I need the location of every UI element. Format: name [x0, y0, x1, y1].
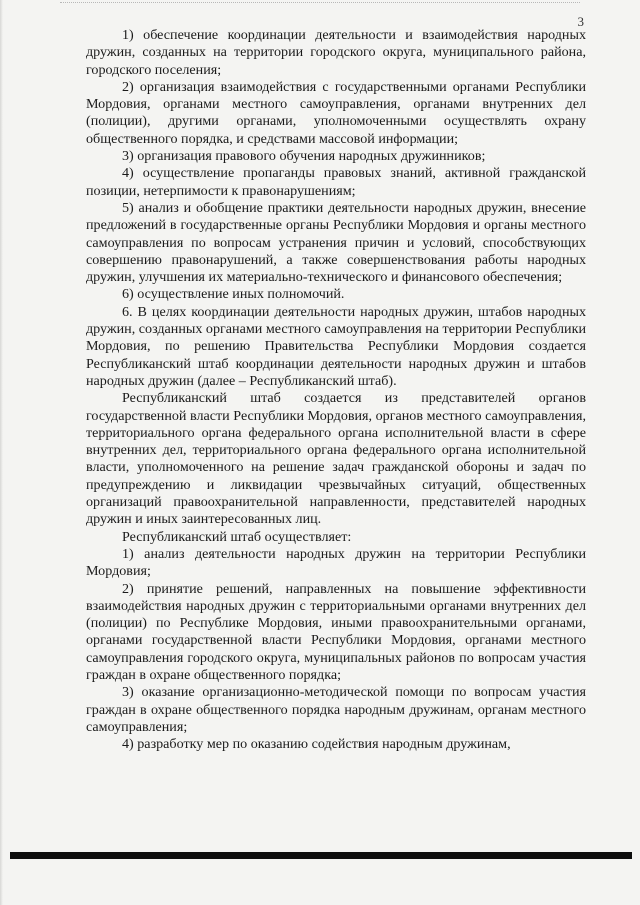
scan-left-shadow — [0, 0, 3, 905]
paragraph-item-4: 4) осуществление пропаганды правовых знаний, активной гражданской позиции, нетерпимости к правонарушениям; — [86, 165, 586, 199]
document-body — [86, 27, 586, 753]
paragraph-function-3: 3) оказание организационно-методической помощи по вопросам участия граждан в охране общественного порядка народным дружинам, органам местного самоуправления; — [86, 684, 586, 735]
paragraph-staff-functions-intro: Республиканский штаб осуществляет: — [122, 528, 352, 545]
paragraph-section-6: 6. В целях координации деятельности народных дружин, штабов народных дружин, созданных органами местного самоуправления на территории Республики Мордовия, по решению Правительства Республики Мордовия создается Республиканский штаб координации деятельности народных дружин и штабов народных дружин (далее – Республиканский штаб). — [86, 303, 586, 389]
scan-top-artifact — [60, 2, 580, 4]
paragraph-function-4: 4) разработку мер по оказанию содействия народным дружинам, — [122, 736, 511, 753]
page-number: 3 — [577, 14, 584, 29]
paragraph-item-2: 2) организация взаимодействия с государственными органами Республики Мордовия, органами местного самоуправления, органами внутренних дел (полиции), другими органами, уполномоченными осуществлять охрану общественного порядка, и средствами массовой информации; — [86, 78, 586, 147]
paragraph-staff-composition: Республиканский штаб создается из представителей органов государственной власти Республики Мордовия, органов местного самоуправления, территориального органа федерального органа исполнительной власти в сфере внутренних дел, территориального органа федерального органа исполнительной власти, уполномоченного на решение задач гражданской обороны и задач по предупреждению и ликвидации чрезвычайных ситуаций, общественных организаций правоохранительной направленности, представителей народных дружин и иных заинтересованных лиц. — [86, 390, 586, 528]
paragraph-function-2: 2) принятие решений, направленных на повышение эффективности взаимодействия народных дружин с территориальными органами внутренних дел (полиции) по Республике Мордовия, иными правоохранительными органами, органами государственной власти Республики Мордовия, органами местного самоуправления городского округа, муниципальных районов по вопросам участия граждан в охране общественного порядка; — [86, 580, 586, 683]
paragraph-item-3: 3) организация правового обучения народных дружинников; — [122, 148, 486, 165]
paragraph-item-1: 1) обеспечение координации деятельности и взаимодействия народных дружин, созданных на территории городского округа, муниципального района, городского поселения; — [86, 27, 586, 78]
paragraph-item-6: 6) осуществление иных полномочий. — [122, 286, 345, 303]
paragraph-function-1: 1) анализ деятельности народных дружин на территории Республики Мордовия; — [86, 545, 586, 580]
paragraph-item-5: 5) анализ и обобщение практики деятельности народных дружин, внесение предложений в государственные органы Республики Мордовия и органы местного самоуправления по вопросам устранения причин и условий, способствующих совершению правонарушений, а также совершенствования работы народных дружин, улучшения их материально-технического и финансового обеспечения; — [86, 199, 586, 286]
scan-bottom-band — [10, 852, 632, 859]
